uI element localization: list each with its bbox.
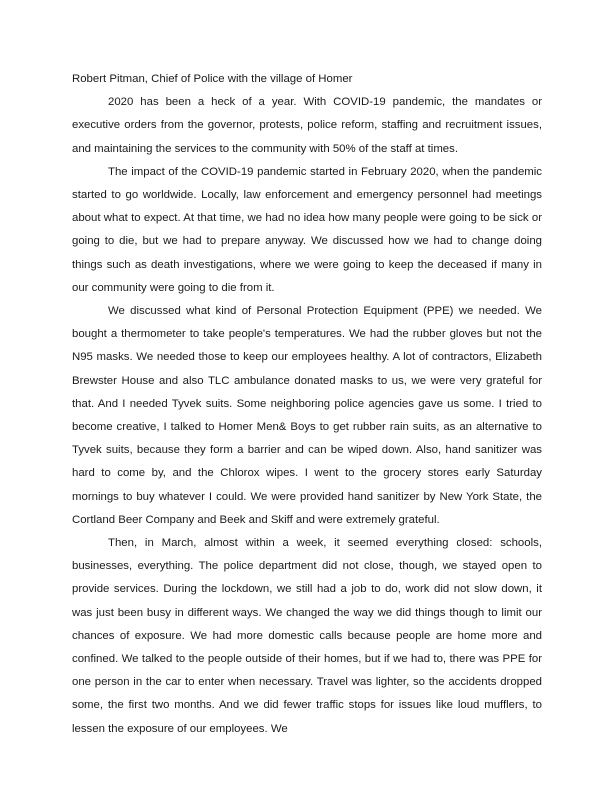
paragraph-2: The impact of the COVID-19 pandemic started in February 2020, when the pandemic started to go worldwide. Locally, law enforcement and emergency personnel had meetings about what to expect. At that time, we had no idea how many people were going to be sick or going to die, but we had to prepare anyway. We discussed how we had to change doing things such as death investigations, where we were going to keep the deceased if many in our community were going to die from it.	[72, 165, 542, 294]
document-heading: Robert Pitman, Chief of Police with the village of Homer	[72, 73, 353, 85]
paragraph-3: We discussed what kind of Personal Protection Equipment (PPE) we needed. We bought a thermometer to take people's temperatures. We had the rubber gloves but not the N95 masks. We needed those to keep our employees healthy. A lot of contractors, Elizabeth Brewster House and also TLC ambulance donated masks to us, we were very grateful for that. And I needed Tyvek suits. Some neighboring police agencies gave us some. I tried to become creative, I talked to Homer Men& Boys to get rubber rain suits, as an alternative to Tyvek suits, because they form a barrier and can be wiped down. Also, hand sanitizer was hard to come by, and the Chlorox wipes. I went to the grocery stores early Saturday mornings to buy whatever I could. We were provided hand sanitizer by New York State, the Cortland Beer Company and Beek and Skiff and were extremely grateful.	[72, 305, 542, 526]
paragraph-1: 2020 has been a heck of a year. With COVID-19 pandemic, the mandates or executive orders from the governor, protests, police reform, staffing and recruitment issues, and maintaining the services to the community with 50% of the staff at times.	[72, 96, 542, 155]
document-body	[72, 68, 542, 741]
paragraph-4: Then, in March, almost within a week, it seemed everything closed: schools, businesses, everything. The police department did not close, though, we stayed open to provide services. During the lockdown, we still had a job to do, work did not slow down, it was just been busy in different ways. We changed the way we did things though to limit our chances of exposure. We had more domestic calls because people are home more and confined. We talked to the people outside of their homes, but if we had to, there was PPE for one person in the car to enter when necessary. Travel was lighter, so the accidents dropped some, the first two months. And we did fewer traffic stops for issues like loud mufflers, to lessen the exposure of our employees. We	[72, 537, 542, 735]
